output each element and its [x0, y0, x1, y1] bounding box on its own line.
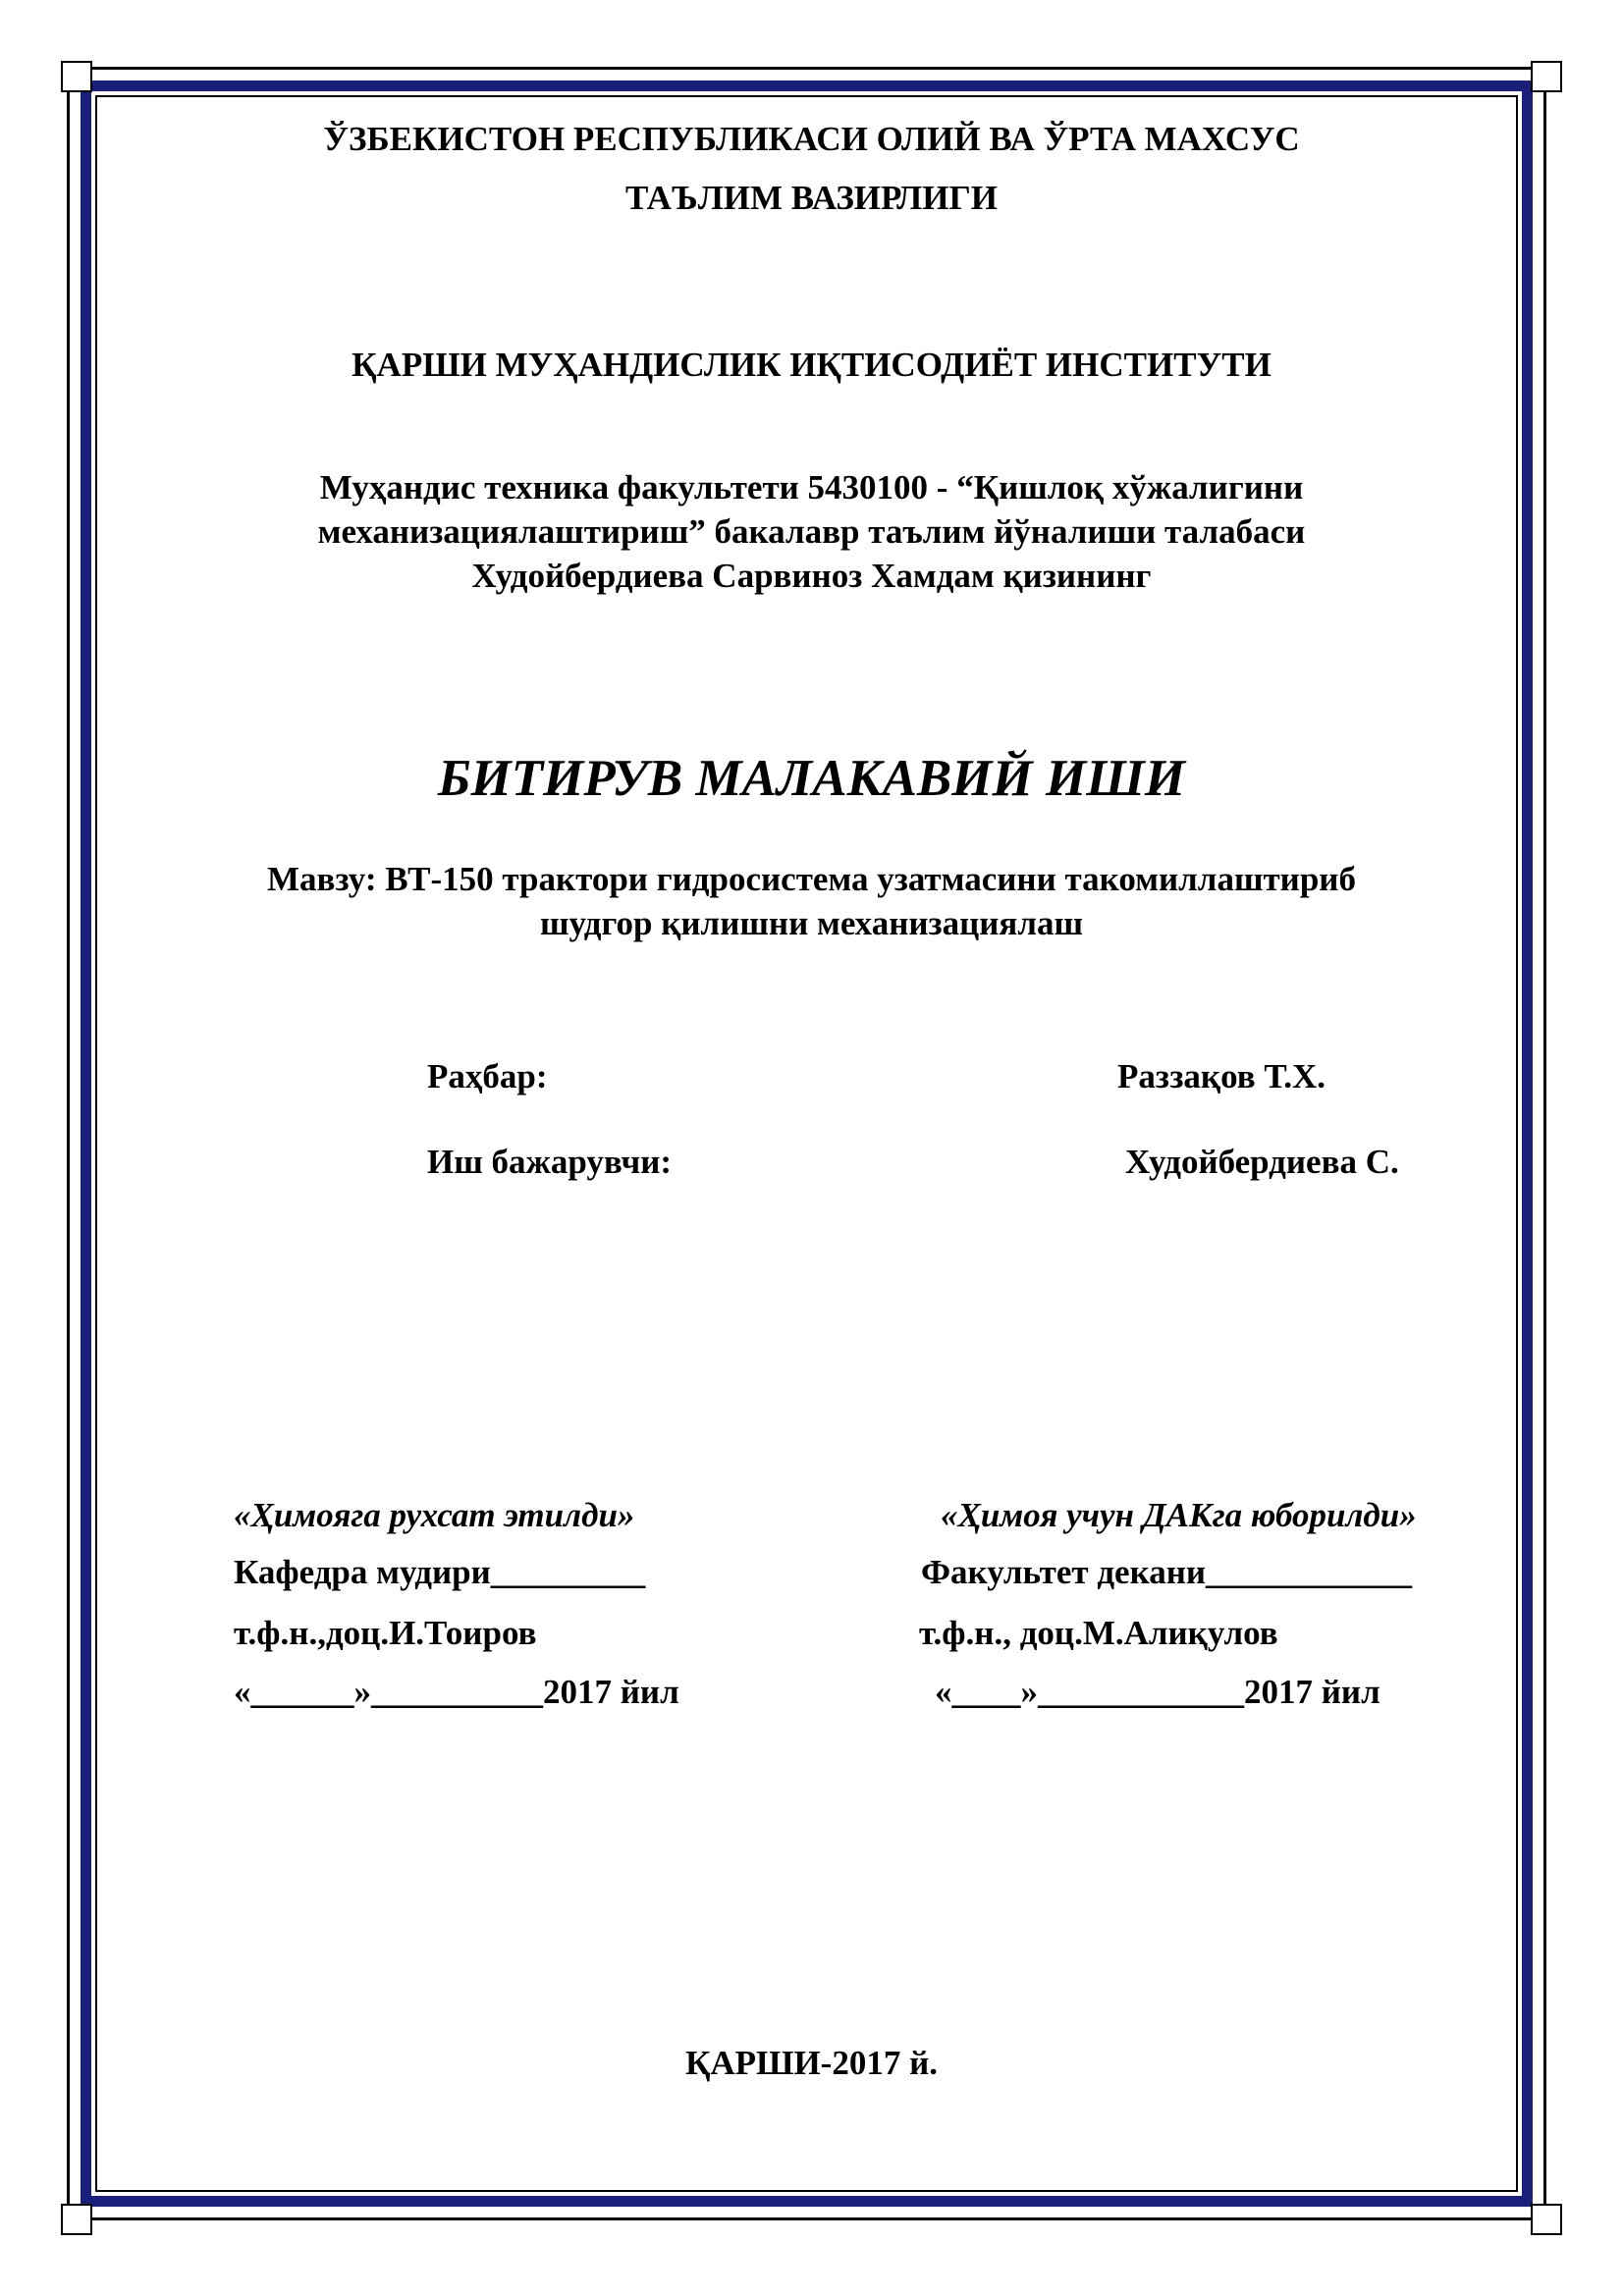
- approval-right-date: «____»____________2017 йил: [935, 1673, 1380, 1711]
- ministry-line-2: ТАЪЛИМ ВАЗИРЛИГИ: [625, 179, 998, 217]
- student-info-line-1: Муҳандис техника факультети 5430100 - “Қишлоқ хўжалигини: [319, 468, 1304, 507]
- frame-corner-top-left: [61, 61, 92, 92]
- frame-corner-bottom-right: [1531, 2204, 1562, 2235]
- student-info-line-2: механизациялаштириш” бакалавр таълим йўналиши талабаси: [317, 512, 1306, 551]
- approval-left-person: т.ф.н.,доц.И.Тоиров: [234, 1614, 537, 1652]
- supervisor-name: Раззақов Т.Х.: [1117, 1057, 1325, 1095]
- ministry-line-1: ЎЗБЕКИСТОН РЕСПУБЛИКАСИ ОЛИЙ ВА ЎРТА МАХСУС: [323, 120, 1300, 158]
- approval-right-person: т.ф.н., доц.М.Алиқулов: [919, 1614, 1278, 1652]
- work-title: БИТИРУВ МАЛАКАВИЙ ИШИ: [437, 750, 1186, 807]
- performer-name: Худойбердиева С.: [1125, 1143, 1399, 1181]
- approval-left-position: Кафедра мудири_________: [234, 1553, 646, 1591]
- supervisor-label: Раҳбар:: [427, 1057, 548, 1095]
- footer-city-year: ҚАРШИ-2017 й.: [684, 2044, 938, 2082]
- performer-label: Иш бажарувчи:: [427, 1143, 673, 1181]
- approval-right-heading: «Ҳимоя учун ДАКга юборилди»: [941, 1496, 1417, 1534]
- approval-right-position: Факультет декани____________: [921, 1553, 1413, 1591]
- topic-line-2: шудгор қилишни механизациялаш: [539, 904, 1084, 942]
- approval-left-date: «______»__________2017 йил: [234, 1673, 679, 1711]
- frame-corner-top-right: [1531, 61, 1562, 92]
- topic-line-1: Мавзу: ВТ-150 трактори гидросистема узатмасини такомиллаштириб: [267, 860, 1356, 898]
- student-info-line-3: Худойбердиева Сарвиноз Хамдам қизининг: [471, 557, 1152, 595]
- frame-corner-bottom-left: [61, 2204, 92, 2235]
- institute-name: ҚАРШИ МУҲАНДИСЛИК ИҚТИСОДИЁТ ИНСТИТУТИ: [352, 346, 1271, 384]
- approval-left-heading: «Ҳимояга рухсат этилди»: [234, 1496, 635, 1534]
